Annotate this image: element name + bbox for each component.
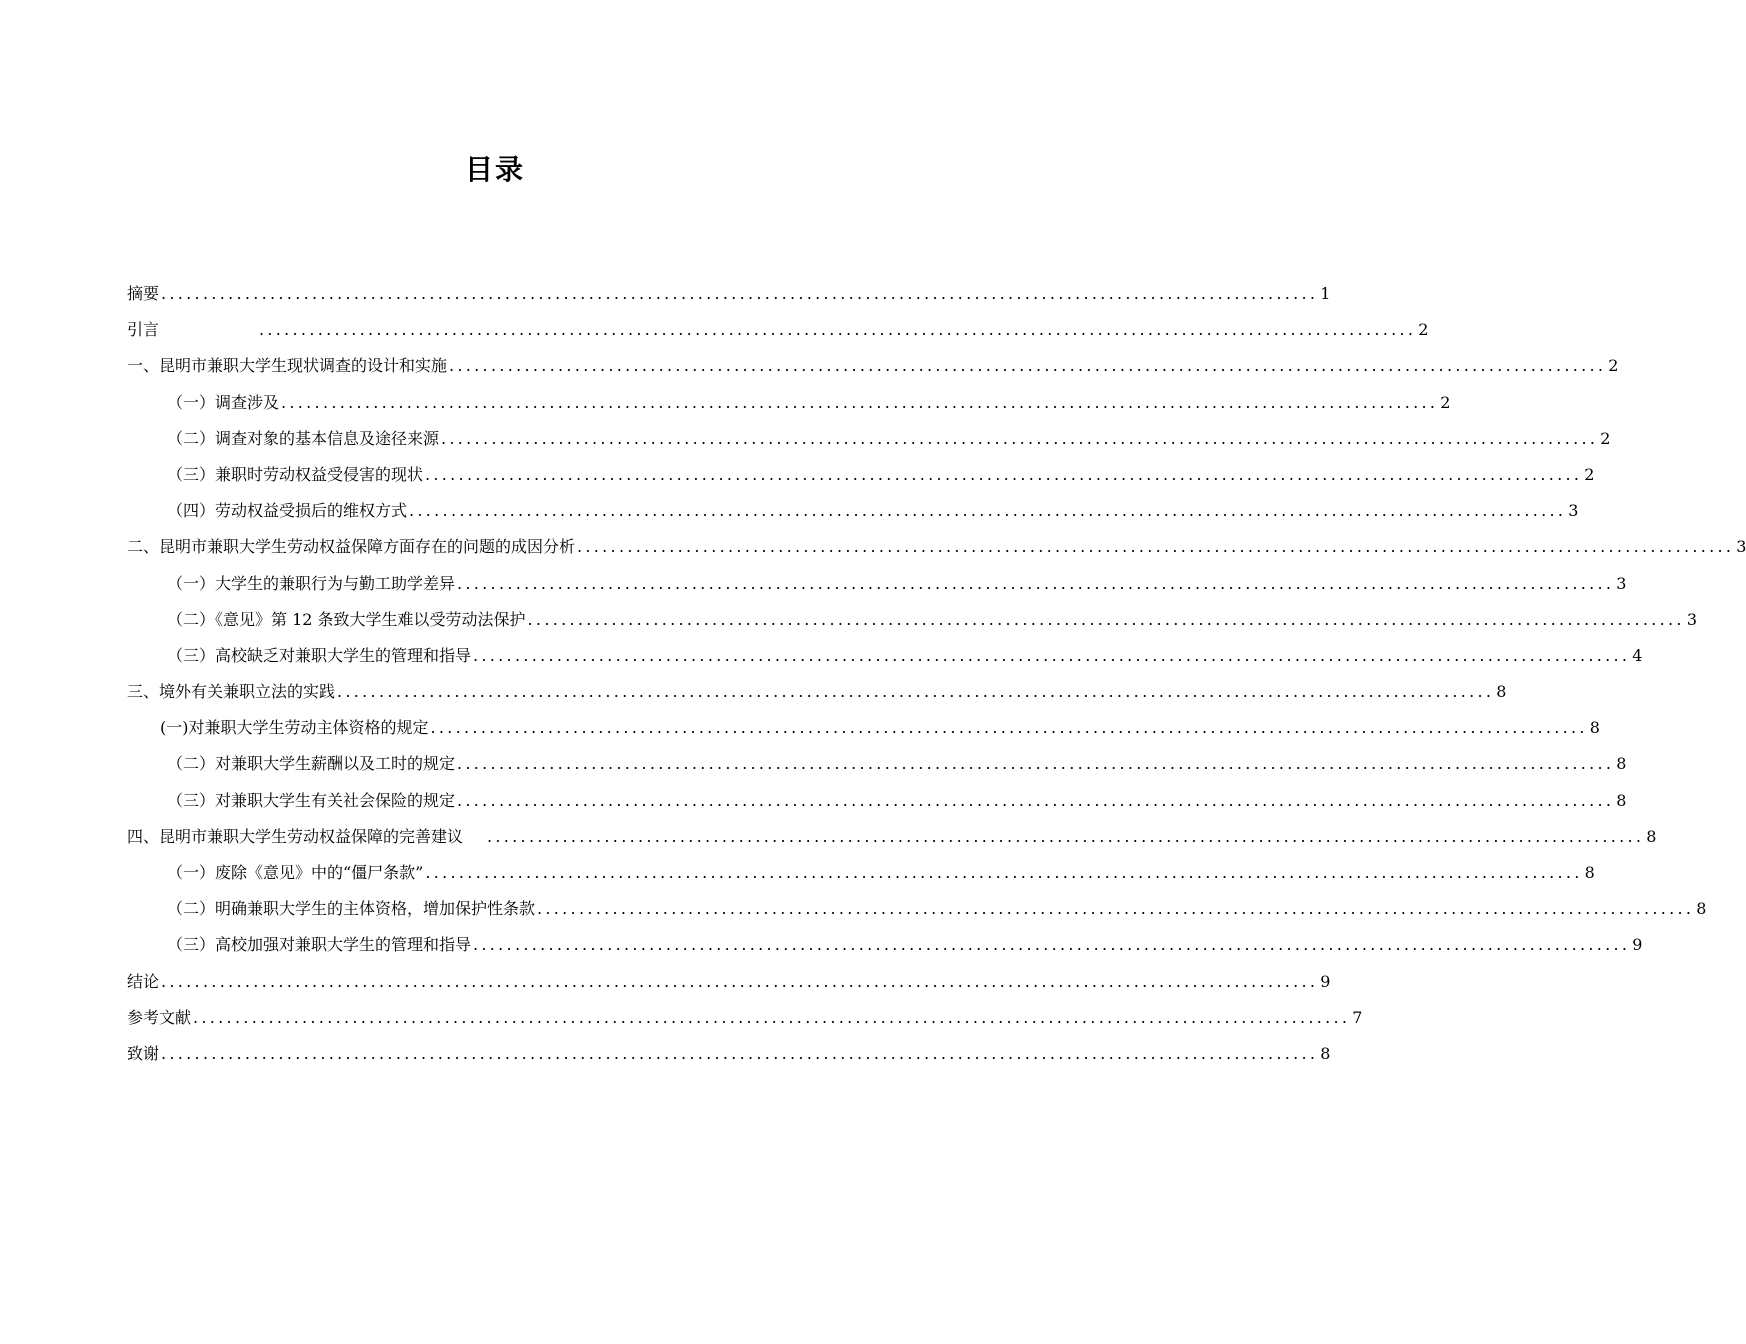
toc-entry-label: （一）大学生的兼职行为与勤工助学差异 (167, 573, 456, 593)
toc-entry-page: 3 (1616, 573, 1627, 593)
toc-entry-label: 四、昆明市兼职大学生劳动权益保障的完善建议 (127, 826, 464, 846)
toc-entry[interactable] (127, 389, 1451, 425)
toc-entry-page: 3 (1568, 501, 1579, 521)
toc-entry-label: （三）兼职时劳动权益受侵害的现状 (167, 464, 424, 484)
dot-leader: .......................................................................................................................................... (577, 537, 1735, 557)
dot-leader: .......................................................................................................................................... (259, 320, 1417, 340)
toc-entry-page: 8 (1589, 718, 1600, 738)
toc-entry-page: 2 (1584, 464, 1595, 484)
toc-entry[interactable] (127, 352, 1619, 388)
dot-leader: .......................................................................................................................................... (457, 754, 1615, 774)
toc-entry[interactable] (127, 461, 1595, 497)
toc-entry-page: 2 (1608, 356, 1619, 376)
toc-entry-page: 2 (1418, 320, 1429, 340)
toc-entry[interactable] (127, 497, 1579, 533)
toc-entry-label: 三、境外有关兼职立法的实践 (127, 682, 336, 702)
dot-leader: .......................................................................................................................................... (457, 573, 1615, 593)
toc-entry[interactable] (127, 570, 1627, 606)
toc-entry[interactable] (127, 968, 1331, 1004)
toc-entry[interactable] (127, 280, 1331, 316)
toc-entry[interactable] (127, 1040, 1331, 1076)
toc-entry[interactable] (127, 787, 1627, 823)
dot-leader: .......................................................................................................................................... (473, 935, 1631, 955)
toc-entry-label: （二）对兼职大学生薪酬以及工时的规定 (167, 754, 456, 774)
dot-leader: .......................................................................................................................................... (281, 392, 1439, 412)
toc-entry-page: 8 (1616, 754, 1627, 774)
toc-entry-label: 致谢 (127, 1043, 160, 1063)
toc-entry-page: 8 (1696, 899, 1707, 919)
toc-entry-label: （二）《意见》第 12 条致大学生难以受劳动法保护 (167, 609, 526, 629)
toc-entry-label: 参考文献 (127, 1007, 192, 1027)
dot-leader: .......................................................................................................................................... (425, 863, 1583, 882)
toc-entry-page: 2 (1600, 428, 1611, 448)
dot-leader: .......................................................................................................................................... (409, 501, 1567, 521)
toc-entry-label: （三）对兼职大学生有关社会保险的规定 (167, 790, 456, 810)
dot-leader: .......................................................................................................................................... (473, 645, 1631, 665)
toc-entry-label: （三）高校加强对兼职大学生的管理和指导 (167, 935, 472, 955)
toc-entry[interactable] (127, 1004, 1363, 1040)
toc-entry-label: 结论 (127, 971, 160, 991)
toc-entry-label: 引言 (127, 320, 160, 340)
toc-entry-label: （一）调查涉及 (167, 392, 280, 412)
toc-entry-page: 8 (1616, 790, 1627, 810)
dot-leader: .......................................................................................................................................... (193, 1007, 1351, 1027)
toc-entry-page: 9 (1320, 971, 1331, 991)
dot-leader: .......................................................................................................................................... (425, 464, 1583, 484)
toc-entry-page: 4 (1632, 645, 1643, 665)
toc-entry-label: （二）明确兼职大学生的主体资格，增加保护性条款 (167, 899, 536, 919)
toc-entry[interactable] (127, 606, 1697, 642)
toc-entry-page: 7 (1352, 1007, 1363, 1027)
dot-leader: .......................................................................................................................................... (430, 718, 1588, 738)
toc-entry-label: （一）废除《意见》中的“僵尸条款” (167, 863, 424, 882)
dot-leader: .......................................................................................................................................... (161, 284, 1319, 303)
dot-leader: .......................................................................................................................................... (449, 356, 1607, 376)
toc-entry-page: 8 (1496, 682, 1507, 702)
toc-entry-label: 摘要 (127, 284, 160, 303)
toc-entry-label: （四）劳动权益受损后的维权方式 (167, 501, 408, 521)
toc-entry-page: 2 (1440, 392, 1451, 412)
toc-entry-page: 3 (1736, 537, 1746, 557)
dot-leader: .......................................................................................................................................... (161, 1043, 1319, 1063)
toc-entry-label: 一、昆明市兼职大学生现状调查的设计和实施 (127, 356, 448, 376)
toc-entry[interactable] (127, 678, 1507, 714)
toc-entry-label: （二）调查对象的基本信息及途径来源 (167, 428, 440, 448)
dot-leader: .......................................................................................................................................... (161, 971, 1319, 991)
toc-entry-page: 9 (1632, 935, 1643, 955)
toc-list (127, 280, 1746, 1076)
toc-entry-page: 3 (1686, 609, 1697, 629)
toc-title: 目录 (464, 153, 525, 186)
toc-entry-label: (一)对兼职大学生劳动主体资格的规定 (160, 718, 429, 738)
toc-entry-page: 8 (1646, 826, 1657, 846)
toc-entry-page: 1 (1320, 284, 1331, 303)
dot-leader: .......................................................................................................................................... (337, 682, 1495, 702)
toc-entry-page: 8 (1584, 863, 1595, 882)
dot-leader: .......................................................................................................................................... (487, 826, 1645, 846)
toc-entry[interactable] (127, 895, 1707, 931)
dot-leader: .......................................................................................................................................... (457, 790, 1615, 810)
toc-entry[interactable] (127, 425, 1611, 461)
dot-leader: .......................................................................................................................................... (537, 899, 1695, 919)
dot-leader: .......................................................................................................................................... (527, 609, 1685, 629)
toc-entry[interactable] (127, 714, 1600, 750)
toc-entry[interactable] (127, 823, 1657, 859)
toc-entry-label: （三）高校缺乏对兼职大学生的管理和指导 (167, 645, 472, 665)
toc-entry[interactable] (127, 859, 1595, 895)
toc-entry-label: 二、昆明市兼职大学生劳动权益保障方面存在的问题的成因分析 (127, 537, 576, 557)
toc-entry-page: 8 (1320, 1043, 1331, 1063)
toc-entry[interactable] (127, 642, 1643, 678)
toc-entry[interactable] (127, 533, 1746, 569)
toc-entry[interactable] (127, 931, 1643, 967)
toc-entry[interactable] (127, 750, 1627, 786)
toc-entry[interactable] (127, 316, 1429, 352)
dot-leader: .......................................................................................................................................... (441, 428, 1599, 448)
